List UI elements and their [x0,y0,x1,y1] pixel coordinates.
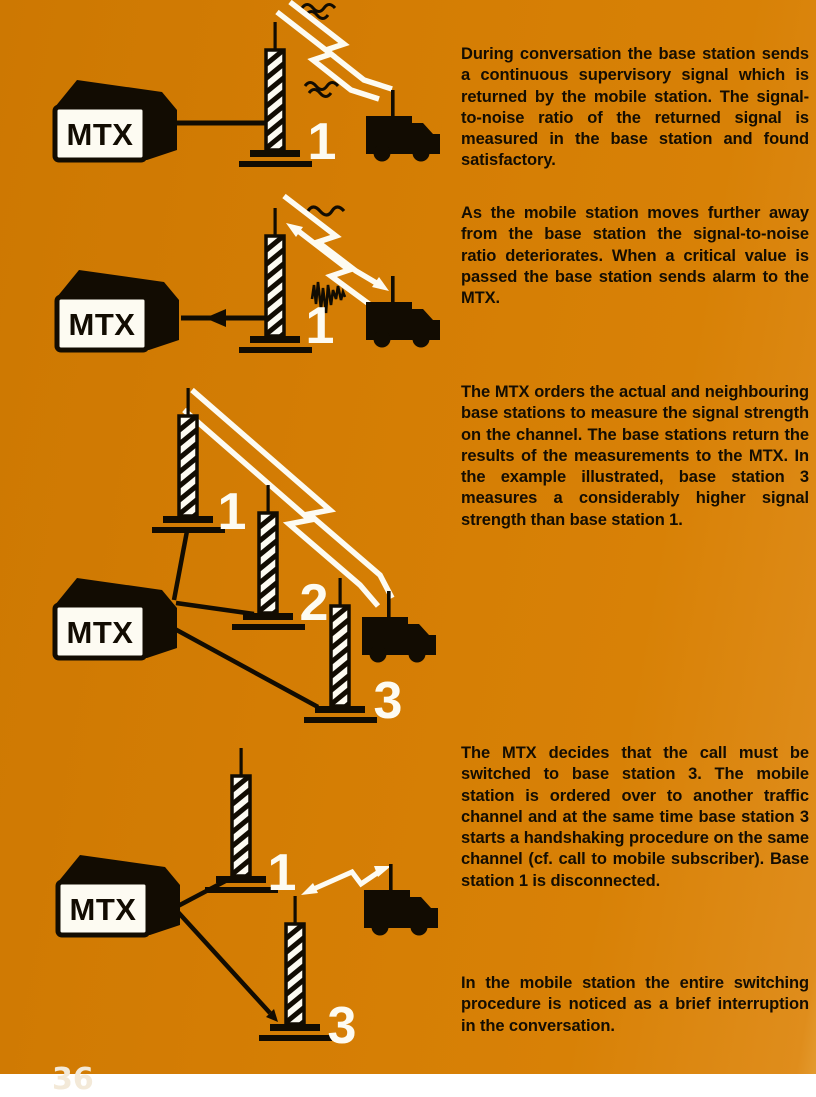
figure-signal-measurement [55,388,436,730]
station-number: 1 [307,113,337,171]
radio-wave-squiggle [308,207,344,215]
page-number: 36 [52,1062,94,1097]
signal-bolt [290,2,392,89]
radio-wave-squiggle [302,5,335,12]
station-number: 1 [217,483,247,541]
station-number: 1 [267,844,297,902]
base-station-tower [259,896,332,1041]
signal-bolt [309,869,383,891]
station-number: 3 [373,672,403,730]
mtx-label: MTX [69,892,137,927]
bolt-arrowhead [301,883,318,895]
paragraph-measurement: The MTX orders the actual and neighbouring base stations to measure the signal strength on the channel. The base stations return the results of the measurements to the MTX. In the example illustrated, base station 3 measures a considerably higher signal strength than base station 1. [461,383,809,529]
mtx-label: MTX [66,615,134,650]
paragraph-alarm: As the mobile station moves further away from the base station the signal-to-noise ratio deteriorates. When a critical value is passed the base station sends alarm to the MTX. [461,204,809,308]
alarm-arrowhead [205,309,226,327]
station-number: 1 [305,297,335,355]
mtx-label: MTX [66,117,134,152]
station-number: 3 [327,997,357,1055]
landline-link [173,628,318,707]
signal-bolt [184,410,378,606]
mtx-label: MTX [68,307,136,342]
figure-handover [58,748,438,1055]
landline-link [174,531,187,600]
landline-link [177,911,270,1013]
paragraph-supervisory-signal: During conversation the base station sends a continuous supervisory signal which is returned by the mobile station. The signal-to-noise ratio of the returned signal is measured in the base station and found satisfactory. [461,45,809,170]
radio-wave-squiggle [305,83,338,90]
station-number: 2 [299,574,329,632]
signal-bolt [284,196,378,284]
figure-alarm-to-mtx [57,196,440,355]
paragraph-interruption: In the mobile station the entire switching procedure is noticed as a brief interruption in the conversation. [461,974,809,1035]
landline-link [176,603,254,614]
figure-supervisory-signal [55,2,440,171]
paragraph-handover: The MTX decides that the call must be switched to base station 3. The mobile station is ordered over to another traffic channel and at the same time base station 3 starts a handshaking procedure on the same channel (cf. call to mobile subscriber). Base station 1 is disconnected. [461,744,809,890]
base-station-tower [239,22,312,167]
